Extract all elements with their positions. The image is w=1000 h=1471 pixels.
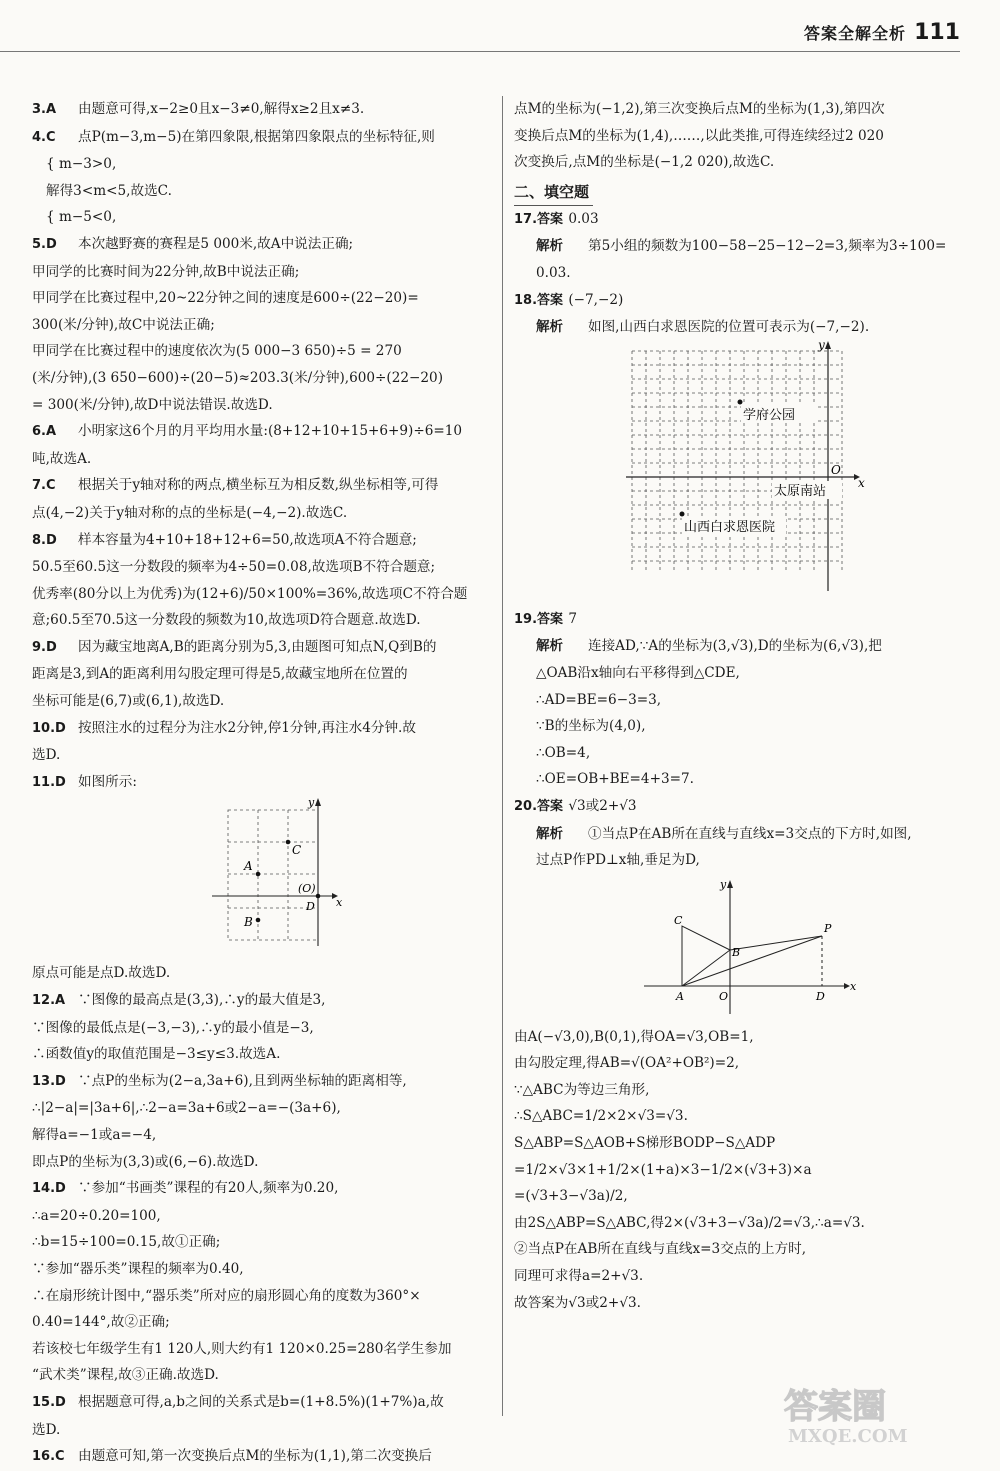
- text-line: △OAB沿x轴向右平移得到△CDE,: [536, 664, 740, 681]
- text-line: (米/分钟),(3 650−600)÷(20−5)≈203.3(米/分钟),600÷(22−20): [32, 369, 444, 386]
- point-label: B: [244, 915, 253, 930]
- question-number: 3.A: [32, 102, 57, 117]
- text-line: 300(米/分钟),故C中说法正确;: [32, 316, 215, 333]
- answer: √3或2+√3: [568, 797, 637, 814]
- text-line: 0.03.: [536, 264, 571, 281]
- text-line: 甲同学的比赛时间为22分钟,故B中说法正确;: [32, 263, 300, 280]
- question-20: [514, 793, 968, 874]
- text-line: ∴b=15÷100=0.15,故①正确;: [32, 1234, 221, 1251]
- text-line: 50.5至60.5这一分数段的频率为4÷50=0.08,故选项B不符合题意;: [32, 559, 436, 576]
- answer: 0.03: [568, 210, 599, 227]
- text-line: 样本容量为4+10+18+12+6=50,故选项A不符合题意;: [78, 531, 417, 548]
- question-number: 11.D: [32, 774, 66, 790]
- text-line: ∵图像的最低点是(−3,−3),∴y的最小值是−3,: [32, 1019, 314, 1036]
- axis-label-y: y: [818, 337, 825, 352]
- point-marker: [680, 511, 685, 516]
- question-18: [514, 287, 968, 341]
- text-line: 按照注水的过程分为注水2分钟,停1分钟,再注水4分钟.故: [78, 719, 416, 736]
- text-line: 如图,山西白求恩医院的位置可表示为(−7,−2).: [588, 319, 870, 336]
- text-line: 第5小组的频数为100−58−25−12−2=3,频率为3÷100=: [588, 238, 947, 255]
- text-line: ②当点P在AB所在直线与直线x=3交点的上方时,: [514, 1241, 807, 1258]
- question-item: [32, 1389, 490, 1443]
- question-17: [514, 206, 968, 287]
- text-line: ∴AD=BE=6−3=3,: [536, 691, 662, 708]
- point-label: C: [292, 843, 302, 858]
- question-number: 16.C: [32, 1449, 65, 1465]
- text-line: 故答案为√3或2+√3.: [514, 1294, 641, 1311]
- point-label: O: [719, 989, 729, 1003]
- watermark-text: MXQE.COM: [788, 1426, 908, 1447]
- question-19: [514, 606, 968, 793]
- question-number: 18.答案: [514, 292, 564, 308]
- axis-label-x: x: [858, 475, 865, 490]
- question-number: 14.D: [32, 1181, 66, 1197]
- text-line: 若该校七年级学生有1 120人,则大约有1 120×0.25=280名学生参加: [32, 1340, 452, 1357]
- question-item: [32, 231, 490, 418]
- page-header: [0, 14, 960, 52]
- text-line: 过点P作PD⊥x轴,垂足为D,: [536, 852, 700, 869]
- text-line: 优秀率(80分以上为优秀)为(12+6)/50×100%=36%,故选项C不符合题: [32, 585, 468, 602]
- text-line: ∴a=20÷0.20=100,: [32, 1207, 161, 1224]
- question-number: 17.答案: [514, 211, 564, 227]
- question-item: [32, 715, 490, 769]
- text-line: 变换后点M的坐标为(1,4),……,以此类推,可得连续经过2 020: [514, 127, 884, 144]
- text-line: ∴函数值y的取值范围是−3≤y≤3.故选A.: [32, 1046, 281, 1063]
- point-label: A: [244, 859, 253, 874]
- text-line: ∵点P的坐标为(2−a,3a+6),且到两坐标轴的距离相等,: [78, 1072, 407, 1089]
- text-line: 甲同学在比赛过程中的速度依次为(5 000−3 650)÷5 = 270: [32, 343, 402, 360]
- analysis-tag: 解析: [536, 638, 563, 655]
- analysis-tag: 解析: [536, 238, 563, 255]
- text-line: 点(4,−2)关于y轴对称的点的坐标是(−4,−2).故选C.: [32, 504, 348, 521]
- question-number: 19.答案: [514, 611, 564, 627]
- watermark-text: 答案圈: [784, 1387, 886, 1427]
- text-line: “武术类”课程,故③正确.故选D.: [32, 1367, 219, 1384]
- text-line: 次变换后,点M的坐标是(−1,2 020),故选C.: [514, 154, 775, 171]
- question-number: 6.A: [32, 424, 57, 440]
- text-line: 0.40=144°,故②正确;: [32, 1314, 170, 1331]
- question-number: 8.D: [32, 532, 57, 548]
- text-line: 甲同学在比赛过程中,20~22分钟之间的速度是600÷(22−20)=: [32, 290, 419, 307]
- text-line: ①当点P在AB所在直线与直线x=3交点的下方时,如图,: [588, 825, 912, 842]
- analysis-tag: 解析: [536, 825, 563, 842]
- place-label: 学府公园: [743, 407, 796, 423]
- text-line: 由A(−√3,0),B(0,1),得OA=√3,OB=1,: [514, 1028, 754, 1045]
- question-item: [32, 1443, 490, 1471]
- text-line: ∴|2−a|=|3a+6|,∴2−a=3a+6或2−a=−(3a+6),: [32, 1100, 341, 1117]
- text-line: 如图所示:: [78, 773, 137, 790]
- text-line: 坐标可能是(6,7)或(6,1),故选D.: [32, 693, 225, 710]
- question-number: 13.D: [32, 1073, 66, 1089]
- question-number: 10.D: [32, 720, 66, 736]
- axis-label-y: y: [308, 796, 315, 810]
- grid-diagram: [32, 796, 490, 960]
- question-item: [32, 634, 490, 715]
- text-line: ∴OE=OB+BE=4+3=7.: [536, 771, 694, 788]
- point-marker: [738, 399, 743, 404]
- section-title: 答案全解全析: [804, 24, 907, 43]
- text-line: ∴在扇形统计图中,“器乐类”所对应的扇形圆心角的度数为360°×: [32, 1287, 421, 1304]
- text-line: 原点可能是点D.故选D.: [32, 965, 171, 982]
- text-line: 意;60.5至70.5这一分数段的频数为10,故选项D符合题意.故选D.: [32, 612, 421, 629]
- text-line: ∵参加“器乐类”课程的频率为0.40,: [32, 1260, 244, 1277]
- question-item: [32, 1175, 490, 1389]
- question-item: [32, 527, 490, 634]
- question-item: [32, 1068, 490, 1175]
- text-line: 选D.: [32, 1421, 61, 1438]
- question-number: 7.C: [32, 478, 56, 494]
- point-label: (O): [298, 882, 316, 896]
- text-line: 由题意可得,x−2≥0且x−3≠0,解得x≥2且x≠3.: [78, 101, 365, 117]
- text-line: 同理可求得a=2+√3.: [514, 1268, 644, 1285]
- text-line: 点P(m−3,m−5)在第四象限,根据第四象限点的坐标特征,则: [78, 128, 435, 145]
- right-column: [514, 96, 968, 1316]
- coordinate-grid-map: [514, 337, 968, 606]
- text-line: 连接AD,∵A的坐标为(3,√3),D的坐标为(6,√3),把: [588, 638, 882, 655]
- text-line: ∴OB=4,: [536, 744, 591, 761]
- text-line: 即点P的坐标为(3,3)或(6,−6).故选D.: [32, 1153, 259, 1170]
- figure-11: [32, 796, 490, 960]
- figure-20: [514, 874, 968, 1024]
- question-item: [32, 472, 490, 526]
- question-number: 20.答案: [514, 798, 564, 814]
- text-line: { m−5<0,: [46, 209, 117, 226]
- point-label: C: [674, 913, 683, 927]
- fill-section-title: 二、填空题: [514, 179, 593, 207]
- text-line: ∵图像的最高点是(3,3),∴y的最大值是3,: [78, 992, 326, 1009]
- question-number: 5.D: [32, 236, 57, 252]
- left-column: [32, 96, 490, 1471]
- column-divider: [502, 96, 503, 1416]
- text-line: 根据关于y轴对称的两点,横坐标互为相反数,纵坐标相等,可得: [78, 477, 439, 494]
- text-line: 小明家这6个月的月平均用水量:(8+12+10+15+6+9)÷6=10: [78, 423, 463, 440]
- question-item: [32, 769, 490, 797]
- question-number: 15.D: [32, 1394, 66, 1410]
- question-item: [32, 124, 490, 231]
- text-line: 选D.: [32, 747, 61, 764]
- question-item: [32, 960, 490, 987]
- point-label: D: [816, 989, 825, 1003]
- text-line: ∵B的坐标为(4,0),: [536, 718, 646, 735]
- text-line: 由2S△ABP=S△ABC,得2×(√3+3−√3a)/2=√3,∴a=√3.: [514, 1214, 865, 1231]
- triangle-diagram: [514, 874, 968, 1024]
- text-line: 由题意可知,第一次变换后点M的坐标为(1,1),第二次变换后: [78, 1448, 432, 1465]
- text-line: ∵△ABC为等边三角形,: [514, 1081, 650, 1098]
- page-number: 111: [914, 20, 960, 45]
- map-figure: [514, 337, 968, 606]
- point-label: D: [306, 900, 315, 914]
- question-item: [32, 96, 490, 124]
- text-line: 解得a=−1或a=−4,: [32, 1127, 157, 1143]
- q16-continued: [514, 96, 968, 176]
- text-line: 点M的坐标为(−1,2),第三次变换后点M的坐标为(1,3),第四次: [514, 101, 885, 117]
- text-line: 根据题意可得,a,b之间的关系式是b=(1+8.5%)(1+7%)a,故: [78, 1393, 444, 1410]
- axis-label-y: y: [720, 877, 727, 891]
- text-line: 因为藏宝地离A,B的距离分别为5,3,由题图可知点N,Q到B的: [78, 638, 437, 655]
- origin-label: O: [831, 462, 841, 477]
- text-line: S△ABP=S△AOB+S梯形BODP−S△ADP: [514, 1135, 776, 1152]
- axis-label-x: x: [336, 896, 343, 910]
- question-number: 12.A: [32, 993, 66, 1009]
- text-line: 解得3<m<5,故选C.: [46, 182, 172, 199]
- q20-solution: [514, 1024, 968, 1317]
- text-line: 距离是3,到A的距离利用勾股定理可得是5,故藏宝地所在位置的: [32, 666, 408, 683]
- text-line: =1/2×√3×1+1/2×(1+a)×3−1/2×(√3+3)×a: [514, 1161, 812, 1178]
- text-line: { m−3>0,: [46, 156, 117, 173]
- text-line: ∵参加“书画类”课程的有20人,频率为0.20,: [78, 1180, 339, 1197]
- analysis-tag: 解析: [536, 319, 563, 336]
- axis-label-x: x: [850, 979, 857, 993]
- text-line: 本次越野赛的赛程是5 000米,故A中说法正确;: [78, 235, 354, 252]
- watermark-logo: [776, 1382, 986, 1448]
- point-label: A: [676, 989, 684, 1003]
- text-line: 由勾股定理,得AB=√(OA²+OB²)=2,: [514, 1055, 740, 1072]
- text-line: ∴S△ABC=1/2×2×√3=√3.: [514, 1108, 688, 1125]
- text-line: =(√3+3−√3a)/2,: [514, 1188, 628, 1205]
- place-label: 太原南站: [774, 483, 827, 499]
- point-label: P: [824, 921, 832, 935]
- place-label: 山西白求恩医院: [684, 519, 776, 535]
- answer: 7: [568, 610, 577, 627]
- question-number: 9.D: [32, 639, 57, 655]
- question-item: [32, 418, 490, 472]
- text-line: = 300(米/分钟),故D中说法错误.故选D.: [32, 396, 273, 413]
- question-item: [32, 987, 490, 1068]
- point-label: B: [732, 945, 741, 959]
- question-number: 4.C: [32, 129, 56, 145]
- answer: (−7,−2): [568, 291, 624, 308]
- text-line: 吨,故选A.: [32, 450, 92, 467]
